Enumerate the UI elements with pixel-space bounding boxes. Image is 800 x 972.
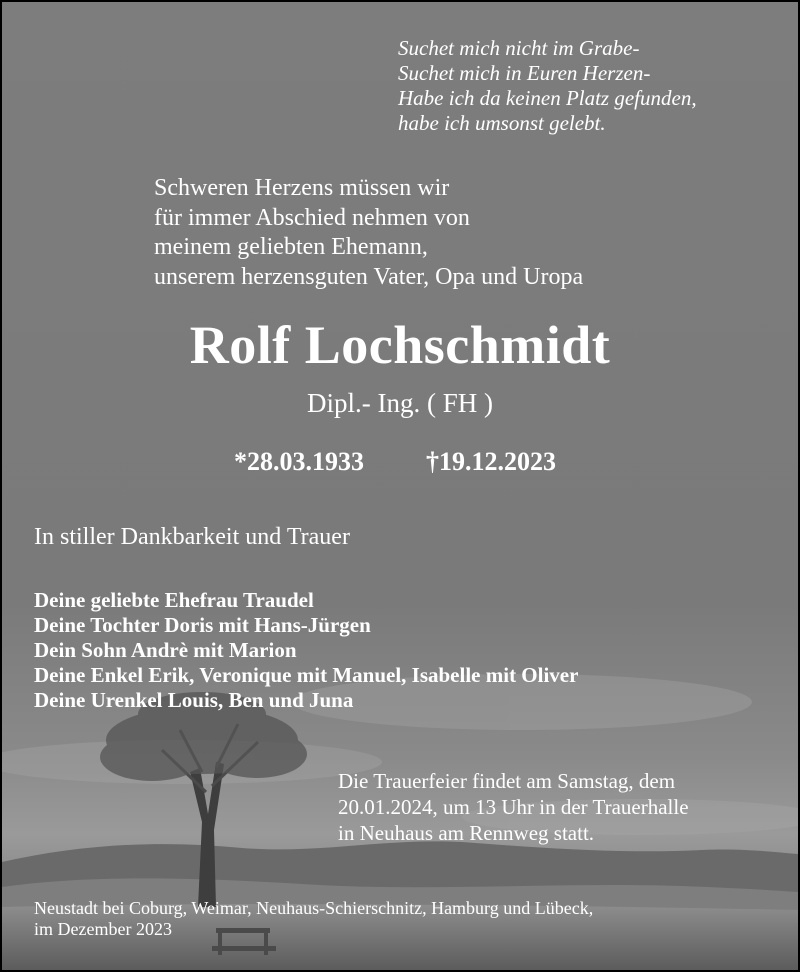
memorial-poem bbox=[398, 36, 697, 136]
announcement-intro bbox=[154, 174, 583, 292]
family-member: Deine geliebte Ehefrau Traudel bbox=[34, 588, 314, 612]
funeral-line: 20.01.2024, um 13 Uhr in der Trauerhalle bbox=[338, 795, 689, 819]
deceased-name: Rolf Lochschmidt bbox=[189, 315, 611, 375]
family-member: Deine Tochter Doris mit Hans-Jürgen bbox=[34, 613, 371, 637]
poem-line: Suchet mich nicht im Grabe- bbox=[398, 36, 640, 60]
place-and-date bbox=[34, 898, 593, 940]
funeral-line: Die Trauerfeier findet am Samstag, dem bbox=[338, 769, 676, 793]
place-line: Neustadt bei Coburg, Weimar, Neuhaus-Schierschnitz, Hamburg und Lübeck, bbox=[34, 898, 594, 918]
intro-line: für immer Abschied nehmen von bbox=[154, 204, 470, 231]
poem-line: Habe ich da keinen Platz gefunden, bbox=[398, 86, 697, 110]
funeral-info bbox=[338, 768, 689, 846]
intro-line: unserem herzensguten Vater, Opa und Uropa bbox=[154, 263, 584, 290]
poem-line: Suchet mich in Euren Herzen- bbox=[398, 61, 651, 85]
gratitude-line: In stiller Dankbarkeit und Trauer bbox=[34, 524, 350, 550]
intro-line: Schweren Herzens müssen wir bbox=[154, 175, 450, 201]
family-member: Deine Urenkel Louis, Ben und Juna bbox=[34, 688, 354, 712]
death-date: †19.12.2023 bbox=[426, 447, 556, 476]
intro-line: meinem geliebten Ehemann, bbox=[154, 234, 428, 260]
family-list bbox=[34, 588, 578, 713]
place-line: im Dezember 2023 bbox=[34, 919, 172, 939]
birth-date: *28.03.1933 bbox=[234, 447, 364, 476]
family-member: Deine Enkel Erik, Veronique mit Manuel, Isabelle mit Oliver bbox=[34, 663, 579, 687]
poem-line: habe ich umsonst gelebt. bbox=[398, 111, 606, 135]
family-member: Dein Sohn Andrè mit Marion bbox=[34, 638, 297, 662]
funeral-line: in Neuhaus am Rennweg statt. bbox=[338, 821, 595, 845]
deceased-title: Dipl.- Ing. ( FH ) bbox=[307, 388, 493, 418]
